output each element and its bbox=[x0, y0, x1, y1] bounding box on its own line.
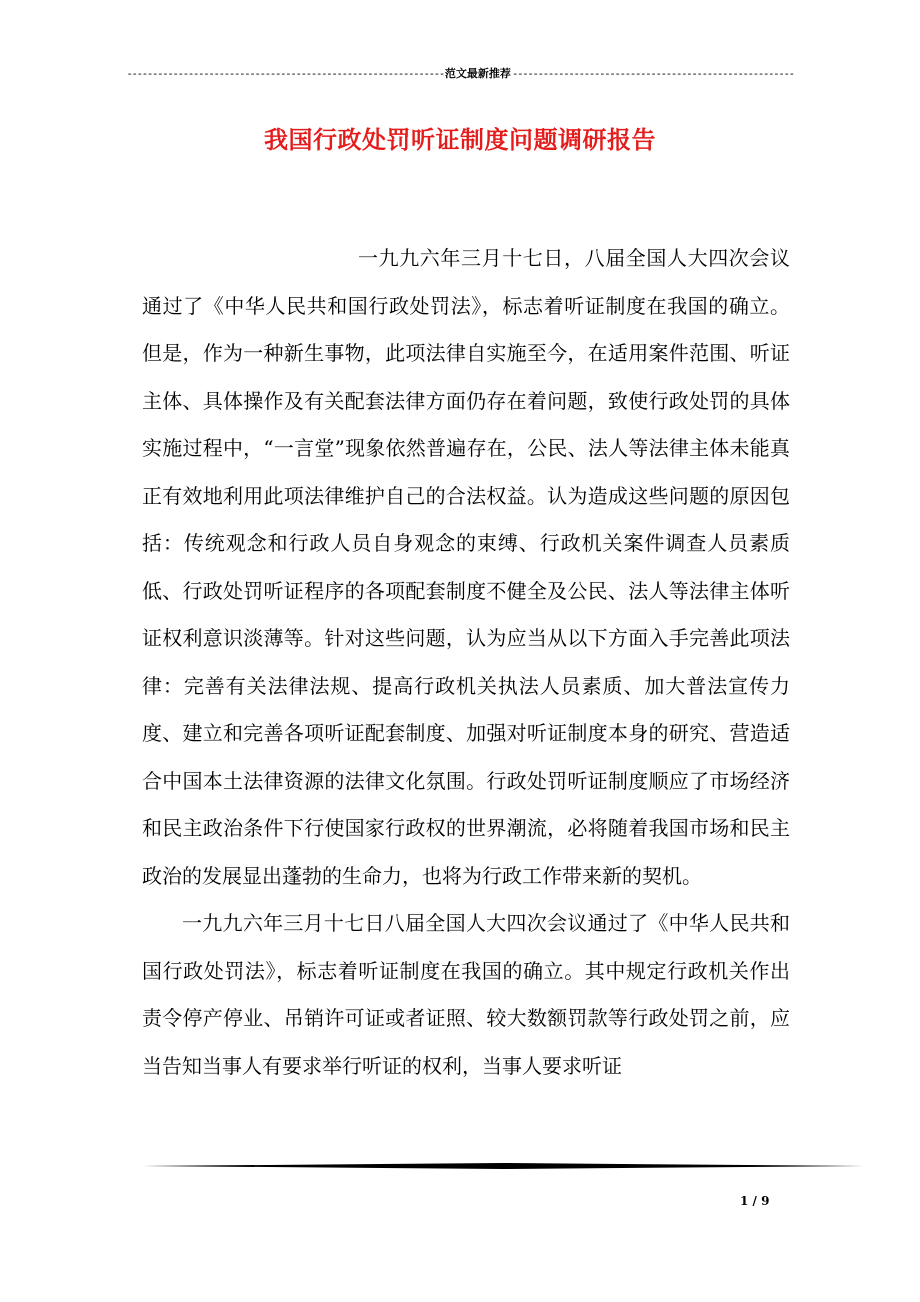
page-number: 1 / 9 bbox=[740, 1194, 770, 1208]
header-label: 范文最新推荐 bbox=[444, 67, 511, 80]
header-right-rule: ------------------------------------------------------- bbox=[511, 67, 794, 80]
paragraph-intro: 一九九六年三月十七日八届全国人大四次会议通过了《中华人民共和国行政处罚法》，标志着听证制度在我国的确立。其中规定行政机关作出责令停产停业、吊销许可证或者证照、较大数额罚款等行政处罚之前，应当告知当事人有要求举行听证的权利，当事人要求听证 bbox=[142, 911, 790, 1078]
document-title: 我国行政处罚听证制度问题调研报告 bbox=[264, 125, 656, 154]
header-left-rule: -------------------------------------------------------------- bbox=[126, 67, 444, 80]
paragraph-abstract: 一九九六年三月十七日，八届全国人大四次会议通过了《中华人民共和国行政处罚法》，标志着听证制度在我国的确立。但是，作为一种新生事物，此项法律自实施至今，在适用案件范围、听证主体、具体操作及有关配套法律方面仍存在着问题，致使行政处罚的具体实施过程中，“一言堂”现象依然普遍存在，公民、法人等法律主体未能真正有效地利用此项法律维护自己的合法权益。认为造成这些问题的原因包括：传统观念和行政人员自身观念的束缚、行政机关案件调查人员素质低、行政处罚听证程序的各项配套制度不健全及公民、法人等法律主体听证权利意识淡薄等。针对这些问题，认为应当从以下方面入手完善此项法律：完善有关法律法规、提高行政机关执法人员素质、加大普法宣传力度、建立和完善各项听证配套制度、加强对听证制度本身的研究、营造适合中国本土法律资源的法律文化氛围。行政处罚听证制度顺应了市场经济和民主政治条件下行使国家行政权的世界潮流，必将随着我国市场和民主政治的发展显出蓬勃的生命力，也将为行政工作带来新的契机。 bbox=[142, 246, 790, 888]
document-body bbox=[142, 235, 790, 1090]
page-header bbox=[0, 66, 920, 82]
footer-divider bbox=[142, 1163, 864, 1169]
